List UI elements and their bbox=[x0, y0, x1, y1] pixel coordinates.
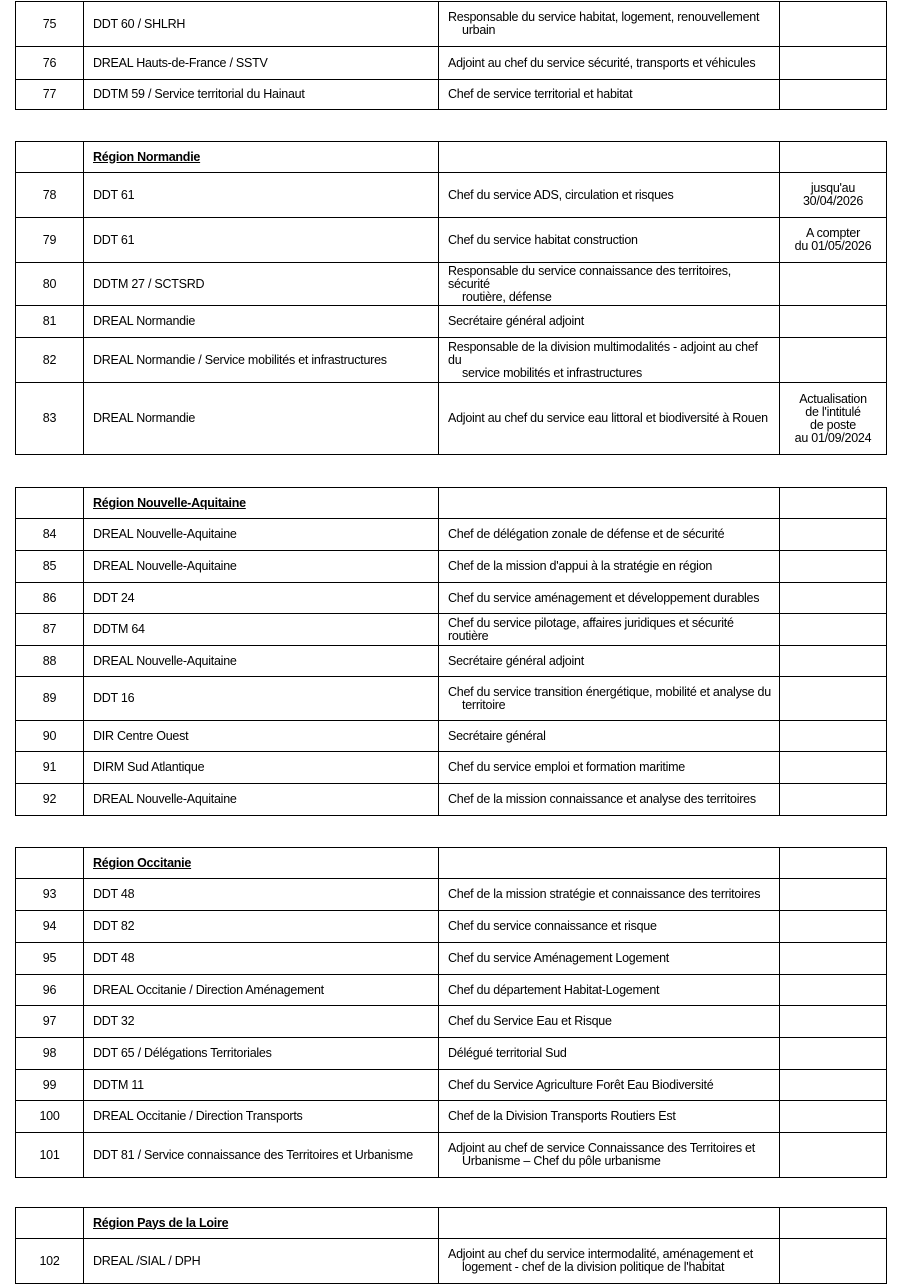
observation-line: de l'intitulé bbox=[805, 404, 861, 419]
region-table bbox=[15, 141, 887, 455]
position-line: Chef du service aménagement et développement durables bbox=[448, 590, 760, 605]
service-cell bbox=[84, 911, 439, 943]
position-cell bbox=[439, 646, 780, 677]
position-cell bbox=[439, 583, 780, 614]
table-row bbox=[16, 1133, 887, 1178]
position-cell bbox=[439, 943, 780, 975]
observation-cell bbox=[780, 879, 887, 911]
position-line: Secrétaire général bbox=[448, 728, 546, 743]
region-title: Région Normandie bbox=[93, 149, 201, 164]
position-cell bbox=[439, 1239, 780, 1284]
row-number: 78 bbox=[42, 187, 57, 202]
position-line: Chef du service transition énergétique, mobilité et analyse du bbox=[448, 684, 771, 699]
number-cell bbox=[16, 677, 84, 721]
observation-line: 30/04/2026 bbox=[802, 194, 864, 208]
position-line: Chef du service habitat construction bbox=[448, 232, 638, 247]
position-line: Chef de la mission connaissance et analyse des territoires bbox=[448, 792, 756, 806]
service-name: DDT 61 bbox=[93, 187, 135, 202]
service-cell bbox=[84, 383, 439, 455]
row-number: 95 bbox=[42, 951, 57, 965]
service-cell bbox=[84, 943, 439, 975]
number-cell bbox=[16, 488, 84, 519]
row-number: 76 bbox=[42, 55, 57, 70]
service-cell bbox=[84, 1101, 439, 1133]
number-cell bbox=[16, 583, 84, 614]
service-cell bbox=[84, 47, 439, 80]
position-line: Secrétaire général adjoint bbox=[448, 653, 584, 668]
service-cell bbox=[84, 677, 439, 721]
row-number: 91 bbox=[42, 760, 57, 774]
position-cell bbox=[439, 142, 780, 173]
table-row bbox=[16, 975, 887, 1006]
region-title-cell bbox=[84, 488, 439, 519]
position-line: Chef du service emploi et formation maritime bbox=[448, 760, 686, 774]
service-name: DIR Centre Ouest bbox=[93, 728, 189, 743]
table-row bbox=[16, 306, 887, 338]
row-number: 99 bbox=[42, 1077, 57, 1092]
position-cell bbox=[439, 879, 780, 911]
observation-cell bbox=[780, 2, 887, 47]
service-name: DIRM Sud Atlantique bbox=[93, 760, 205, 774]
number-cell bbox=[16, 551, 84, 583]
number-cell bbox=[16, 784, 84, 816]
region-title-cell bbox=[84, 848, 439, 879]
service-name: DDTM 11 bbox=[93, 1077, 144, 1092]
number-cell bbox=[16, 47, 84, 80]
table-row bbox=[16, 677, 887, 721]
row-number: 93 bbox=[42, 887, 57, 901]
position-line: Responsable du service connaissance des territoires, sécurité bbox=[448, 263, 731, 291]
service-name: DDT 82 bbox=[93, 919, 135, 933]
position-line: Adjoint au chef de service Connaissance des Territoires et bbox=[448, 1141, 755, 1155]
table-row bbox=[16, 1239, 887, 1284]
observation-cell bbox=[780, 338, 887, 383]
position-line: Adjoint au chef du service intermodalité, aménagement et bbox=[448, 1247, 753, 1261]
row-number: 75 bbox=[42, 16, 57, 31]
observation-cell bbox=[780, 583, 887, 614]
position-cell bbox=[439, 551, 780, 583]
table-row bbox=[16, 338, 887, 383]
number-cell bbox=[16, 943, 84, 975]
number-cell bbox=[16, 879, 84, 911]
observation-cell bbox=[780, 383, 887, 455]
observation-cell bbox=[780, 47, 887, 80]
position-line: Adjoint au chef du service eau littoral et biodiversité à Rouen bbox=[448, 411, 768, 425]
row-number: 101 bbox=[39, 1147, 60, 1162]
table-row bbox=[16, 721, 887, 752]
observation-cell bbox=[780, 142, 887, 173]
service-name: DREAL Normandie bbox=[93, 314, 196, 328]
observation-line: jusqu'au bbox=[810, 181, 856, 195]
observation-cell bbox=[780, 975, 887, 1006]
position-cell bbox=[439, 1133, 780, 1178]
position-cell bbox=[439, 173, 780, 218]
position-cell bbox=[439, 488, 780, 519]
number-cell bbox=[16, 2, 84, 47]
table-row bbox=[16, 263, 887, 306]
position-cell bbox=[439, 677, 780, 721]
position-cell bbox=[439, 338, 780, 383]
row-number: 84 bbox=[42, 527, 57, 541]
observation-cell bbox=[780, 1133, 887, 1178]
observation-cell bbox=[780, 1038, 887, 1070]
service-name: DDT 24 bbox=[93, 590, 135, 605]
service-name: DDT 48 bbox=[93, 887, 135, 901]
region-title: Région Occitanie bbox=[93, 855, 192, 870]
observation-cell bbox=[780, 1070, 887, 1101]
position-cell bbox=[439, 2, 780, 47]
row-number: 96 bbox=[42, 982, 57, 997]
number-cell bbox=[16, 263, 84, 306]
table-row bbox=[16, 2, 887, 47]
table-row bbox=[16, 614, 887, 646]
service-name: DREAL Hauts-de-France / SSTV bbox=[93, 55, 268, 70]
observation-cell bbox=[780, 306, 887, 338]
observation-cell bbox=[780, 1006, 887, 1038]
position-line: Chef de service territorial et habitat bbox=[448, 87, 633, 101]
region-title: Région Pays de la Loire bbox=[93, 1215, 229, 1230]
position-line: Chef du département Habitat-Logement bbox=[448, 982, 660, 997]
table-row bbox=[16, 80, 887, 110]
region-title-cell bbox=[84, 1208, 439, 1239]
service-name: DREAL Nouvelle-Aquitaine bbox=[93, 792, 237, 806]
region-table bbox=[15, 487, 887, 816]
observation-cell bbox=[780, 263, 887, 306]
observation-cell bbox=[780, 1239, 887, 1284]
observation-cell bbox=[780, 519, 887, 551]
table-row bbox=[16, 1101, 887, 1133]
service-name: DREAL Normandie bbox=[93, 411, 196, 425]
observation-cell bbox=[780, 721, 887, 752]
service-cell bbox=[84, 583, 439, 614]
number-cell bbox=[16, 848, 84, 879]
row-number: 80 bbox=[42, 276, 57, 291]
position-line: Chef de la Division Transports Routiers Est bbox=[448, 1109, 676, 1123]
service-name: DDTM 27 / SCTSRD bbox=[93, 276, 205, 291]
row-number: 90 bbox=[42, 728, 57, 743]
table-row bbox=[16, 784, 887, 816]
region-title-cell bbox=[84, 142, 439, 173]
observation-cell bbox=[780, 80, 887, 110]
position-line: Chef de la mission d'appui à la stratégie en région bbox=[448, 559, 713, 573]
table-row bbox=[16, 752, 887, 784]
service-name: DREAL Normandie / Service mobilités et infrastructures bbox=[93, 352, 387, 367]
position-line: Adjoint au chef du service sécurité, transports et véhicules bbox=[448, 55, 756, 70]
position-cell bbox=[439, 263, 780, 306]
position-line: Secrétaire général adjoint bbox=[448, 314, 584, 328]
row-number: 81 bbox=[42, 314, 57, 328]
observation-cell bbox=[780, 488, 887, 519]
service-name: DDT 65 / Délégations Territoriales bbox=[93, 1046, 272, 1060]
observation-cell bbox=[780, 1208, 887, 1239]
row-number: 85 bbox=[42, 559, 57, 573]
row-number: 98 bbox=[42, 1046, 57, 1060]
table-row bbox=[16, 911, 887, 943]
service-cell bbox=[84, 1239, 439, 1284]
service-name: DDT 48 bbox=[93, 951, 135, 965]
position-cell bbox=[439, 306, 780, 338]
row-number: 92 bbox=[42, 792, 57, 806]
position-cell bbox=[439, 1038, 780, 1070]
observation-line: A compter bbox=[805, 226, 861, 240]
observation-line: du 01/05/2026 bbox=[794, 239, 872, 253]
position-line: Délégué territorial Sud bbox=[448, 1046, 567, 1060]
service-cell bbox=[84, 306, 439, 338]
position-cell bbox=[439, 1006, 780, 1038]
position-line: Chef du service connaissance et risque bbox=[448, 919, 657, 933]
position-cell bbox=[439, 383, 780, 455]
position-line: Urbanisme – Chef du pôle urbanisme bbox=[462, 1154, 661, 1168]
service-name: DREAL Nouvelle-Aquitaine bbox=[93, 527, 237, 541]
table-row bbox=[16, 583, 887, 614]
service-cell bbox=[84, 784, 439, 816]
service-name: DREAL Occitanie / Direction Aménagement bbox=[93, 982, 324, 997]
service-name: DDT 81 / Service connaissance des Territoires et Urbanisme bbox=[93, 1147, 413, 1162]
row-number: 77 bbox=[42, 87, 57, 101]
service-cell bbox=[84, 2, 439, 47]
row-number: 87 bbox=[42, 622, 57, 636]
number-cell bbox=[16, 911, 84, 943]
region-table bbox=[15, 847, 887, 1178]
number-cell bbox=[16, 1038, 84, 1070]
position-cell bbox=[439, 848, 780, 879]
observation-line: Actualisation bbox=[799, 391, 867, 406]
service-name: DDT 60 / SHLRH bbox=[93, 16, 186, 31]
number-cell bbox=[16, 80, 84, 110]
position-line: Responsable du service habitat, logement, renouvellement bbox=[448, 10, 760, 24]
table-row bbox=[16, 173, 887, 218]
service-name: DDTM 64 bbox=[93, 622, 145, 636]
row-number: 88 bbox=[42, 653, 57, 668]
service-name: DREAL Nouvelle-Aquitaine bbox=[93, 559, 237, 573]
observation-cell bbox=[780, 752, 887, 784]
number-cell bbox=[16, 1133, 84, 1178]
row-number: 97 bbox=[42, 1014, 57, 1028]
service-cell bbox=[84, 614, 439, 646]
observation-cell bbox=[780, 173, 887, 218]
number-cell bbox=[16, 1070, 84, 1101]
number-cell bbox=[16, 306, 84, 338]
service-cell bbox=[84, 1006, 439, 1038]
table-row bbox=[16, 519, 887, 551]
position-line: territoire bbox=[462, 697, 506, 712]
observation-cell bbox=[780, 1101, 887, 1133]
service-cell bbox=[84, 1070, 439, 1101]
service-name: DREAL Nouvelle-Aquitaine bbox=[93, 653, 237, 668]
region-header-row bbox=[16, 1208, 887, 1239]
table-row bbox=[16, 943, 887, 975]
service-name: DREAL /SIAL / DPH bbox=[93, 1253, 201, 1268]
table-row bbox=[16, 218, 887, 263]
position-cell bbox=[439, 80, 780, 110]
row-number: 83 bbox=[42, 411, 57, 425]
service-cell bbox=[84, 519, 439, 551]
service-name: DDT 16 bbox=[93, 691, 135, 705]
position-line: logement - chef de la division politique de l'habitat bbox=[462, 1260, 725, 1274]
service-cell bbox=[84, 263, 439, 306]
region-title: Région Nouvelle-Aquitaine bbox=[93, 495, 246, 510]
table-row bbox=[16, 551, 887, 583]
position-cell bbox=[439, 1101, 780, 1133]
row-number: 82 bbox=[42, 352, 57, 367]
position-line: routière, défense bbox=[462, 289, 552, 304]
observation-line: de poste bbox=[810, 417, 856, 432]
position-cell bbox=[439, 1070, 780, 1101]
table-row bbox=[16, 1006, 887, 1038]
table-row bbox=[16, 383, 887, 455]
number-cell bbox=[16, 721, 84, 752]
number-cell bbox=[16, 218, 84, 263]
observation-cell bbox=[780, 551, 887, 583]
number-cell bbox=[16, 614, 84, 646]
observation-cell bbox=[780, 784, 887, 816]
number-cell bbox=[16, 383, 84, 455]
observation-cell bbox=[780, 677, 887, 721]
number-cell bbox=[16, 142, 84, 173]
service-cell bbox=[84, 1038, 439, 1070]
number-cell bbox=[16, 975, 84, 1006]
region-header-row bbox=[16, 488, 887, 519]
position-line: Responsable de la division multimodalités - adjoint au chef du bbox=[448, 339, 758, 367]
service-cell bbox=[84, 721, 439, 752]
observation-cell bbox=[780, 218, 887, 263]
table-row bbox=[16, 1038, 887, 1070]
service-cell bbox=[84, 975, 439, 1006]
position-cell bbox=[439, 614, 780, 646]
service-cell bbox=[84, 218, 439, 263]
position-cell bbox=[439, 47, 780, 80]
position-line: urbain bbox=[462, 23, 496, 37]
region-table bbox=[15, 1, 887, 110]
region-table bbox=[15, 1207, 887, 1284]
number-cell bbox=[16, 1006, 84, 1038]
table-row bbox=[16, 1070, 887, 1101]
observation-cell bbox=[780, 943, 887, 975]
position-cell bbox=[439, 975, 780, 1006]
service-cell bbox=[84, 1133, 439, 1178]
service-cell bbox=[84, 173, 439, 218]
service-cell bbox=[84, 646, 439, 677]
observation-line: au 01/09/2024 bbox=[794, 430, 872, 445]
service-cell bbox=[84, 338, 439, 383]
position-line: Chef du service pilotage, affaires juridiques et sécurité routière bbox=[448, 615, 734, 643]
position-line: Chef du service ADS, circulation et risques bbox=[448, 187, 674, 202]
number-cell bbox=[16, 1101, 84, 1133]
observation-cell bbox=[780, 848, 887, 879]
position-line: Chef de délégation zonale de défense et de sécurité bbox=[448, 527, 725, 541]
service-name: DDTM 59 / Service territorial du Hainaut bbox=[93, 87, 305, 101]
service-cell bbox=[84, 80, 439, 110]
number-cell bbox=[16, 173, 84, 218]
service-name: DDT 61 bbox=[93, 232, 135, 247]
position-line: Chef du Service Eau et Risque bbox=[448, 1014, 612, 1028]
position-cell bbox=[439, 752, 780, 784]
number-cell bbox=[16, 519, 84, 551]
position-cell bbox=[439, 784, 780, 816]
number-cell bbox=[16, 646, 84, 677]
position-line: Chef du service Aménagement Logement bbox=[448, 951, 669, 965]
position-line: service mobilités et infrastructures bbox=[462, 365, 642, 380]
table-row bbox=[16, 47, 887, 80]
service-name: DDT 32 bbox=[93, 1014, 135, 1028]
position-cell bbox=[439, 519, 780, 551]
position-line: Chef de la mission stratégie et connaissance des territoires bbox=[448, 887, 761, 901]
observation-cell bbox=[780, 614, 887, 646]
row-number: 89 bbox=[42, 691, 57, 705]
row-number: 79 bbox=[42, 232, 57, 247]
row-number: 102 bbox=[39, 1253, 60, 1268]
service-cell bbox=[84, 879, 439, 911]
service-cell bbox=[84, 752, 439, 784]
row-number: 94 bbox=[42, 919, 57, 933]
row-number: 100 bbox=[39, 1109, 60, 1123]
number-cell bbox=[16, 338, 84, 383]
table-row bbox=[16, 646, 887, 677]
observation-cell bbox=[780, 911, 887, 943]
observation-cell bbox=[780, 646, 887, 677]
position-cell bbox=[439, 218, 780, 263]
row-number: 86 bbox=[42, 590, 57, 605]
number-cell bbox=[16, 1239, 84, 1284]
number-cell bbox=[16, 752, 84, 784]
position-cell bbox=[439, 721, 780, 752]
service-cell bbox=[84, 551, 439, 583]
region-header-row bbox=[16, 142, 887, 173]
region-header-row bbox=[16, 848, 887, 879]
position-cell bbox=[439, 911, 780, 943]
number-cell bbox=[16, 1208, 84, 1239]
service-name: DREAL Occitanie / Direction Transports bbox=[93, 1109, 303, 1123]
table-row bbox=[16, 879, 887, 911]
position-cell bbox=[439, 1208, 780, 1239]
position-line: Chef du Service Agriculture Forêt Eau Biodiversité bbox=[448, 1077, 714, 1092]
